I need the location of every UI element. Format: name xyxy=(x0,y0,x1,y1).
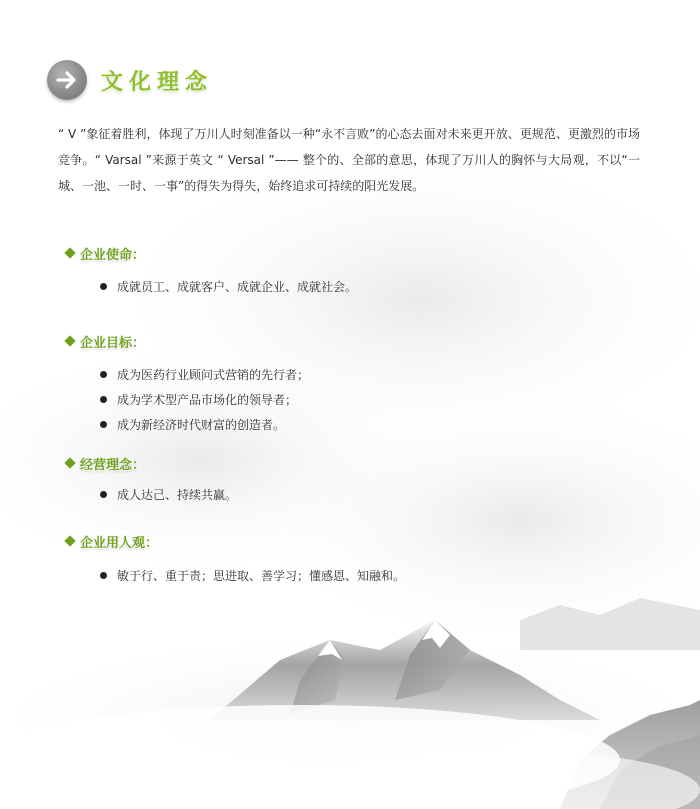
talent-list xyxy=(100,563,405,588)
intro-paragraph: “ V ”象征着胜利，体现了万川人时刻准备以一种“永不言败”的心态去面对未来更开放、更规范、更激烈的市场竞争。“ Varsal ”来源于英文 “ Versal ”—— 整个的、全部的意思，体现了万川人的胸怀与大局观，不以“一城、一池、一时、一事”的得失为得失，始终追求可持续的阳光发展。 xyxy=(58,127,640,193)
page-title: 文化理念 xyxy=(101,68,214,95)
list-item-text: 成为新经济时代财富的创造者。 xyxy=(117,418,286,432)
list-item xyxy=(100,563,405,588)
bullet-icon xyxy=(100,371,107,378)
section-heading-goals xyxy=(66,331,145,351)
diamond-icon xyxy=(64,335,75,346)
mission-list xyxy=(100,274,357,299)
section-heading-label: 企业用人观： xyxy=(80,535,159,551)
section-heading-label: 经营理念： xyxy=(80,457,146,473)
list-item xyxy=(100,362,309,387)
bullet-icon xyxy=(100,283,107,290)
bullet-icon xyxy=(100,396,107,403)
list-item xyxy=(100,482,237,507)
section-heading-philosophy xyxy=(66,453,145,473)
arrow-right-icon xyxy=(47,60,87,100)
bullet-icon xyxy=(100,572,107,579)
list-item-text: 成为医药行业顾问式营销的先行者； xyxy=(117,368,310,382)
section-heading-label: 企业目标： xyxy=(80,335,146,351)
list-item-text: 成为学术型产品市场化的领导者； xyxy=(117,393,298,407)
list-item-text: 成人达己、持续共赢。 xyxy=(117,488,238,502)
list-item-text: 敏于行、重于责；思进取、善学习；懂感恩、知融和。 xyxy=(117,569,406,583)
diamond-icon xyxy=(64,247,75,258)
goals-list xyxy=(100,362,309,437)
philosophy-list xyxy=(100,482,237,507)
section-heading-label: 企业使命： xyxy=(80,247,146,263)
diamond-icon xyxy=(64,535,75,546)
bullet-icon xyxy=(100,421,107,428)
page-header xyxy=(47,58,213,102)
list-item-text: 成就员工、成就客户、成就企业、成就社会。 xyxy=(117,280,358,294)
section-heading-mission xyxy=(66,243,145,263)
bullet-icon xyxy=(100,491,107,498)
diamond-icon xyxy=(64,457,75,468)
section-heading-talent xyxy=(66,531,158,551)
list-item xyxy=(100,412,309,437)
list-item xyxy=(100,387,309,412)
list-item xyxy=(100,274,357,299)
